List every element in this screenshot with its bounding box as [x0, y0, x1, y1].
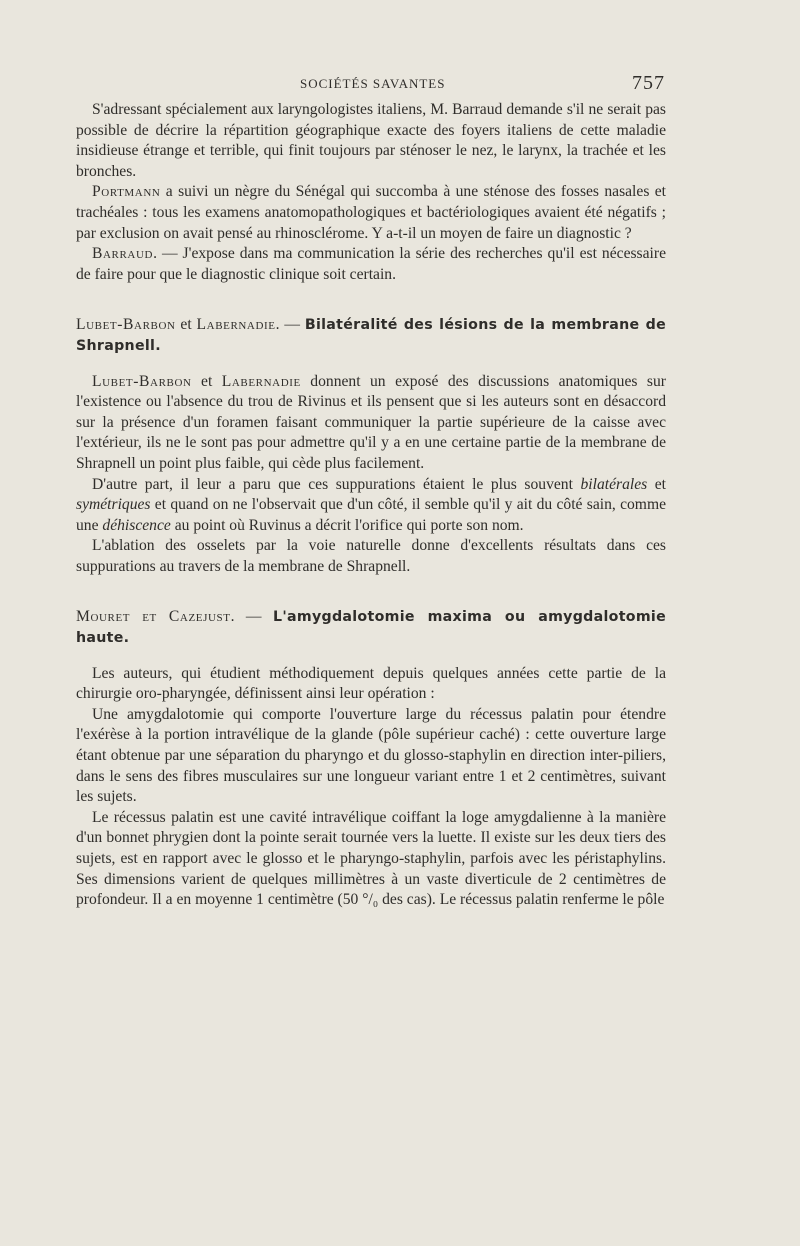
paragraph: L'ablation des osselets par la voie naturelle donne d'excellents résultats dans ces suppurations au travers de la membrane de Shrapnell. — [76, 537, 666, 575]
author-name: Mouret et Cazejust — [76, 608, 231, 626]
paragraph-text: et — [647, 475, 666, 493]
section-gap — [76, 577, 666, 607]
paragraph: Les auteurs, qui étudient méthodiquement depuis quelques années cette partie de la chirurgie oro-pharyngée, définissent ainsi leur opération : — [76, 664, 666, 703]
author-name: Labernadie — [221, 372, 301, 390]
italic-term: symétriques — [76, 496, 151, 514]
heading-dash: . — — [275, 316, 305, 334]
italic-term: déhiscence — [102, 516, 171, 534]
paragraph — [76, 182, 666, 244]
page-number: 757 — [632, 72, 665, 94]
italic-term: bilatérales — [580, 475, 648, 493]
paragraph-text: et quand on ne l'observait que d'un côté, il semble qu'il y ait du côté sain, comme une — [76, 496, 666, 534]
section-title: L'amygdalotomie maxima ou amygdalotomie haute. — [76, 609, 666, 647]
author-name: Lubet-Barbon — [92, 372, 192, 390]
running-head — [0, 72, 800, 96]
author-name: Portmann — [92, 183, 161, 201]
section-title: Bilatéralité des lésions de la membrane de Shrapnell. — [76, 317, 666, 354]
paragraph-text: et — [191, 372, 222, 390]
heading-dash: . — — [230, 608, 273, 626]
section-gap — [76, 285, 666, 315]
paragraph — [76, 475, 666, 537]
paragraph-text: . — J'expose dans ma communication la série des recherches qu'il est nécessaire de faire pour que le diagnostic clinique soit certain. — [76, 245, 666, 283]
section-gap — [76, 357, 666, 372]
paragraph — [76, 244, 666, 285]
paragraph-text: a suivi un nègre du Sénégal qui succomba à une sténose des fosses nasales et trachéales : tous les examens anatomopathologiques et bactériologiques avaient été négatifs ; par exclusion on avait pensé au rhinosclérome. Y a-t-il un moyen de faire un diagnostic ? — [76, 183, 666, 242]
section-heading — [76, 315, 666, 356]
paragraph-text: donnent un exposé des discussions anatomiques sur l'existence ou l'absence du trou de Rivinus et ils pensent que si les auteurs sont en désaccord sur la présence d'un foramen faisant communiquer la partie supérieure de la caisse avec l'extérieur, ils ne le sont pas pour admettre qu'il y a en une certaine partie de la membrane de Shrapnell un point plus faible, qui cède plus facilement. — [76, 372, 666, 472]
paragraph: Une amygdalotomie qui comporte l'ouverture large du récessus palatin pour étendre l'exérèse à la portion intravélique de la glande (pôle supérieur caché) : cette ouverture large étant obtenue par une séparation du pharyngo et du glosso-staphylin en direction inter-piliers, dans le sens des fibres musculaires sur une longueur variant entre 1 et 2 centimètres, suivant les sujets. — [76, 705, 666, 806]
heading-conjunction: et — [175, 316, 197, 334]
section-gap — [76, 649, 666, 664]
section-heading — [76, 607, 666, 648]
paragraph: S'adressant spécialement aux laryngologistes italiens, M. Barraud demande s'il ne serait pas possible de décrire la répartition géographique exacte des foyers italiens de cette maladie insidieuse étrange et terrible, qui finit toujours par sténoser le nez, le larynx, la trachée et les bronches. — [76, 101, 666, 180]
author-name: Barraud — [92, 245, 154, 263]
paragraph: Le récessus palatin est une cavité intravélique coiffant la loge amygdalienne à la manière d'un bonnet phrygien dont la pointe serait tournée vers la luette. Il existe sur les deux tiers des sujets, est en rapport avec le glosso et le pharyngo-staphylin, parfois avec les péristaphylins. Ses dimensions varient de quelques millimètres à un vaste diverticule de 2 centimètres de profondeur. Il a en moyenne 1 centimètre (50 °/₀ des cas). Le récessus palatin renferme le pôle — [76, 808, 666, 909]
paragraph-text: D'autre part, il leur a paru que ces suppurations étaient le plus souvent — [92, 475, 581, 493]
paragraph-text: au point où Ruvinus a décrit l'orifice qui porte son nom. — [170, 516, 524, 534]
running-title: SOCIÉTÉS SAVANTES — [300, 76, 446, 91]
body-text — [76, 100, 666, 911]
author-name: Labernadie — [196, 316, 276, 334]
author-name: Lubet-Barbon — [76, 316, 176, 334]
paragraph — [76, 372, 666, 475]
